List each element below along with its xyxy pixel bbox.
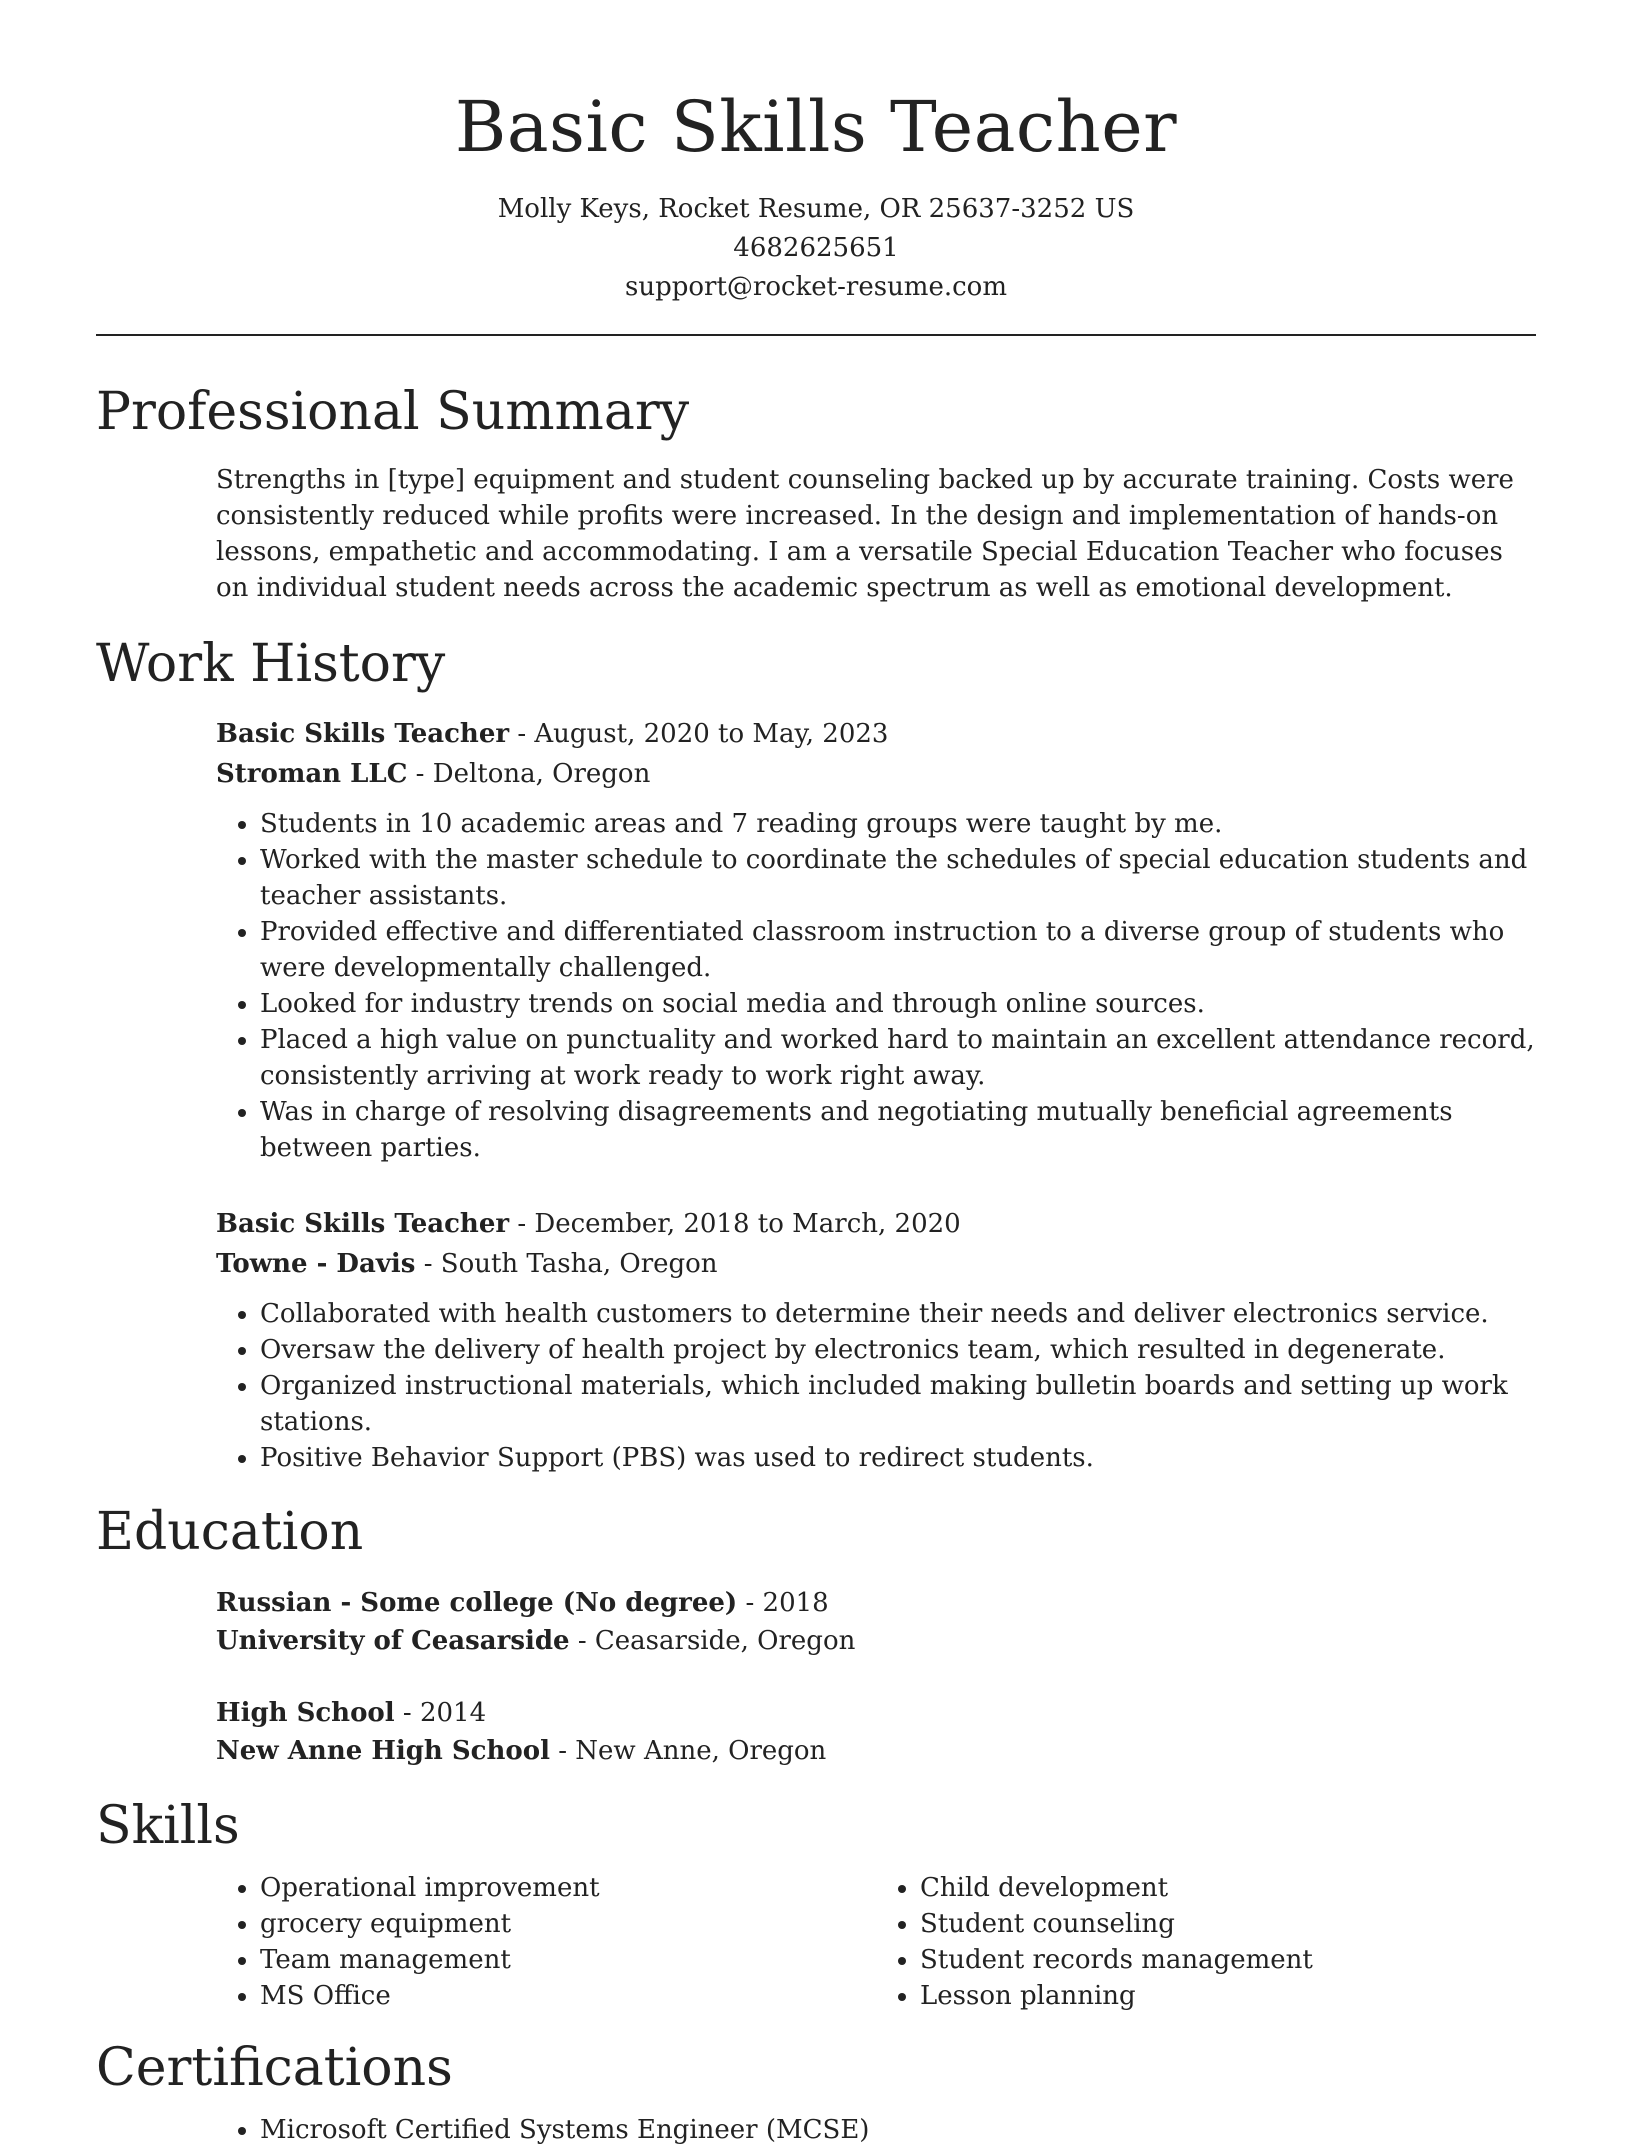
list-item: • Was in charge of resolving disagreements and negotiating mutually beneficial agreements between parties.: [260, 1094, 1536, 1166]
education-school: New Anne High School: [216, 1736, 550, 1766]
skills-heading: Skills: [96, 1796, 240, 1856]
list-item: • Students in 10 academic areas and 7 reading groups were taught by me.: [260, 806, 1536, 842]
education-entry: [216, 1584, 1536, 1660]
education-heading: Education: [96, 1502, 364, 1562]
education-entry: [216, 1694, 1536, 1770]
list-item: • Positive Behavior Support (PBS) was used to redirect students.: [260, 1440, 1536, 1476]
contact-phone: 4682625651: [733, 233, 899, 263]
job-employer-line: [216, 1244, 1536, 1284]
job-dates: - December, 2018 to March, 2020: [509, 1209, 961, 1239]
list-item: • Team management: [260, 1942, 876, 1978]
list-item: • Operational improvement: [260, 1870, 876, 1906]
job-employer: Stroman LLC: [216, 759, 408, 789]
education-location: - Ceasarside, Oregon: [569, 1626, 856, 1656]
job-bullets: [216, 806, 1536, 1166]
education-year: - 2018: [737, 1588, 829, 1618]
list-item: • Placed a high value on punctuality and worked hard to maintain an excellent attendance record, consistently arriving at work ready to work right away.: [260, 1022, 1536, 1094]
skills-column-left: [216, 1870, 876, 2014]
list-item: • Provided effective and differentiated classroom instruction to a diverse group of students who were developmentally challenged.: [260, 914, 1536, 986]
contact-address: Molly Keys, Rocket Resume, OR 25637-3252 US: [497, 194, 1135, 224]
skills-column-right: [876, 1870, 1536, 2014]
job-role: Basic Skills Teacher: [216, 719, 510, 749]
certifications-heading: Certifications: [96, 2038, 453, 2098]
list-item: • Microsoft Certified Systems Engineer (MCSE): [260, 2112, 1536, 2148]
job-location: - South Tasha, Oregon: [415, 1249, 718, 1279]
list-item: • Oversaw the delivery of health project by electronics team, which resulted in degenerate.: [260, 1332, 1536, 1368]
education-degree-line: [216, 1694, 1536, 1732]
job-employer-line: [216, 754, 1536, 794]
header-divider: [96, 334, 1536, 336]
job-role: Basic Skills Teacher: [216, 1209, 510, 1239]
job-entry: [216, 714, 1536, 1166]
education-section: [96, 1500, 1536, 1770]
skills-grid: [216, 1870, 1536, 2014]
job-employer: Towne - Davis: [216, 1249, 416, 1279]
contact-email: support@rocket-resume.com: [624, 272, 1007, 302]
list-item: • MS Office: [260, 1978, 876, 2014]
work-history-heading: Work History: [96, 634, 446, 694]
education-school-line: [216, 1732, 1536, 1770]
summary-text: Strengths in [type] equipment and student counseling backed up by accurate training. Costs were consistently reduced while profits were increased. In the design and implementation of hands-on lessons, empathetic and accommodating. I am a versatile Special Education Teacher who focuses on individual student needs across the academic spectrum as well as emotional development.: [216, 465, 1514, 603]
job-bullets: [216, 1296, 1536, 1476]
list-item: • grocery equipment: [260, 1906, 876, 1942]
job-title-line: [216, 1204, 1536, 1244]
job-entry: [216, 1204, 1536, 1476]
education-location: - New Anne, Oregon: [549, 1736, 827, 1766]
education-year: - 2014: [394, 1698, 487, 1728]
certifications-list: [216, 2112, 1536, 2148]
education-degree-line: [216, 1584, 1536, 1622]
education-school-line: [216, 1622, 1536, 1660]
candidate-title: Basic Skills Teacher: [454, 86, 1178, 168]
list-item: • Worked with the master schedule to coordinate the schedules of special education students and teacher assistants.: [260, 842, 1536, 914]
education-degree: High School: [216, 1698, 395, 1728]
job-title-line: [216, 714, 1536, 754]
list-item: • Child development: [920, 1870, 1536, 1906]
job-location: - Deltona, Oregon: [407, 759, 651, 789]
list-item: • Student counseling: [920, 1906, 1536, 1942]
work-history-section: [96, 632, 1536, 1476]
summary-section: [96, 380, 1536, 606]
list-item: • Collaborated with health customers to determine their needs and deliver electronics service.: [260, 1296, 1536, 1332]
list-item: • Lesson planning: [920, 1978, 1536, 2014]
list-item: • Student records management: [920, 1942, 1536, 1978]
resume-header: [96, 0, 1536, 307]
list-item: • Organized instructional materials, which included making bulletin boards and setting up work stations.: [260, 1368, 1536, 1440]
list-item: • Looked for industry trends on social media and through online sources.: [260, 986, 1536, 1022]
summary-heading: Professional Summary: [96, 382, 690, 442]
education-school: University of Ceasarside: [216, 1626, 570, 1656]
job-dates: - August, 2020 to May, 2023: [509, 719, 889, 749]
certifications-section: [96, 2036, 1536, 2148]
education-degree: Russian - Some college (No degree): [216, 1588, 738, 1618]
skills-section: [96, 1794, 1536, 2014]
